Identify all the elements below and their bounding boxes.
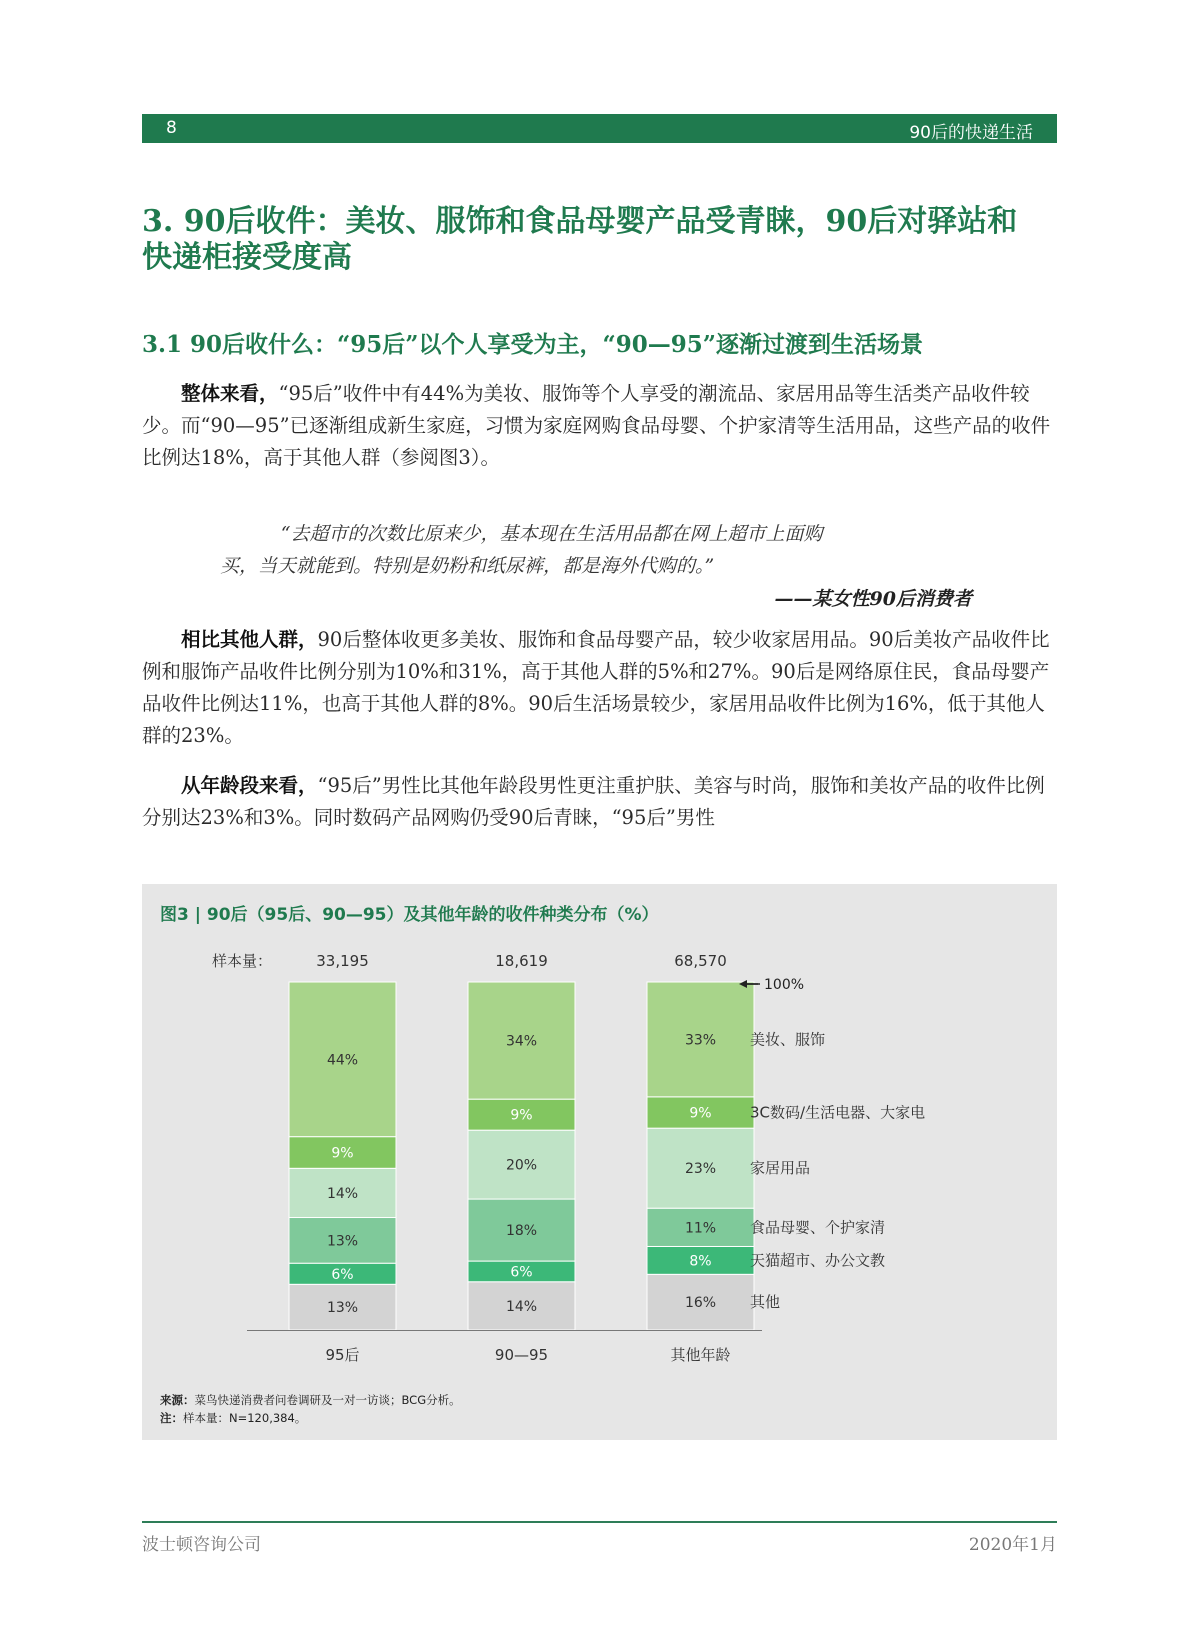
total-label: 100% <box>764 977 805 993</box>
data-label: 33% <box>684 1032 717 1049</box>
section-title-line-1: 3. 90后收件：美妆、服饰和食品母婴产品受青睐，90后对驿站和 <box>142 204 1018 239</box>
data-label: 13% <box>326 1233 359 1250</box>
data-label: 34% <box>505 1033 538 1050</box>
page-number: 8 <box>166 118 177 138</box>
sample-size-value: 18,619 <box>495 952 548 970</box>
paragraph-3 <box>142 770 1062 834</box>
source-text: 菜鸟快递消费者问卷调研及一对一访谈；BCG分析。 <box>194 1393 461 1407</box>
stacked-bar-chart <box>142 884 1057 1384</box>
data-label: 9% <box>510 1107 533 1124</box>
x-tick-label: 95后 <box>325 1346 360 1364</box>
footer-divider <box>142 1521 1057 1523</box>
data-label: 13% <box>326 1300 359 1317</box>
data-label: 6% <box>331 1266 354 1283</box>
legend-label: 天猫超市、办公文教 <box>750 1251 886 1270</box>
paragraph-1 <box>142 378 1062 474</box>
legend-label: 家居用品 <box>750 1159 811 1178</box>
data-label: 8% <box>689 1253 712 1270</box>
paragraph-1-lead: 整体来看， <box>181 382 279 405</box>
running-title: 90后的快递生活 <box>909 123 1033 143</box>
quote-line-2: 买，当天就能到。特别是奶粉和纸尿裤，都是海外代购的。” <box>220 555 715 577</box>
data-label: 14% <box>505 1298 538 1315</box>
quote-attribution: ——某女性90后消费者 <box>774 588 972 610</box>
running-header <box>142 114 1057 143</box>
footer-publisher: 波士顿咨询公司 <box>142 1535 261 1555</box>
note-text: 样本量：N=120,384。 <box>183 1411 307 1425</box>
data-label: 44% <box>326 1052 359 1069</box>
quote-line-1: “去超市的次数比原来少，基本现在生活用品都在网上超市上面购 <box>280 523 823 545</box>
data-label: 11% <box>684 1220 717 1237</box>
sample-size-value: 33,195 <box>316 952 369 970</box>
paragraph-2 <box>142 624 1062 752</box>
paragraph-1-text: “95后”收件中有44%为美妆、服饰等个人享受的潮流品、家居用品等生活类产品收件较少。而“90—95”已逐渐组成新生家庭，习惯为家庭网购食品母婴、个护家清等生活用品，这些产品的收件比例达18%，高于其他人群（参阅图3）。 <box>142 382 1051 469</box>
footer-date: 2020年1月 <box>968 1535 1057 1555</box>
legend-label: 其他 <box>750 1293 781 1312</box>
paragraph-3-text: “95后”男性比其他年龄段男性更注重护肤、美容与时尚，服饰和美妆产品的收件比例分别达23%和3%。同时数码产品网购仍受90后青睐，“95后”男性 <box>142 774 1045 829</box>
x-tick-label: 其他年龄 <box>670 1346 731 1364</box>
legend-label: 食品母婴、个护家清 <box>750 1218 886 1237</box>
data-label: 9% <box>331 1145 354 1162</box>
x-tick-label: 90—95 <box>494 1346 549 1364</box>
paragraph-2-lead: 相比其他人群， <box>181 628 318 651</box>
subsection-title: 3.1 90后收什么：“95后”以个人享受为主，“90—95”逐渐过渡到生活场景 <box>142 331 923 358</box>
figure-3 <box>142 884 1057 1440</box>
source-label: 来源： <box>160 1393 195 1407</box>
paragraph-3-lead: 从年龄段来看， <box>181 774 318 797</box>
figure-title: 图3 | 90后（95后、90—95）及其他年龄的收件种类分布（%） <box>160 905 659 925</box>
consumer-quote <box>220 518 980 582</box>
data-label: 23% <box>684 1161 717 1178</box>
data-label: 14% <box>326 1185 359 1202</box>
legend-label: 3C数码/生活电器、大家电 <box>750 1103 926 1122</box>
data-label: 18% <box>505 1223 538 1240</box>
data-label: 6% <box>510 1264 533 1281</box>
data-label: 16% <box>684 1295 717 1312</box>
section-title-line-2: 快递柜接受度高 <box>142 240 352 275</box>
sample-size-label: 样本量： <box>212 952 273 970</box>
legend-label: 美妆、服饰 <box>750 1030 826 1049</box>
data-label: 9% <box>689 1105 712 1122</box>
data-label: 20% <box>505 1157 538 1174</box>
section-title <box>142 204 1082 276</box>
figure-source <box>160 1391 461 1427</box>
note-label: 注： <box>160 1411 183 1425</box>
paragraph-2-text: 90后整体收更多美妆、服饰和食品母婴产品，较少收家居用品。90后美妆产品收件比例和服饰产品收件比例分别为10%和31%，高于其他人群的5%和27%。90后是网络原住民，食品母婴产品收件比例达11%，也高于其他人群的8%。90后生活场景较少，家居用品收件比例为16%，低于其他人群的23%。 <box>142 628 1050 747</box>
sample-size-value: 68,570 <box>674 952 727 970</box>
